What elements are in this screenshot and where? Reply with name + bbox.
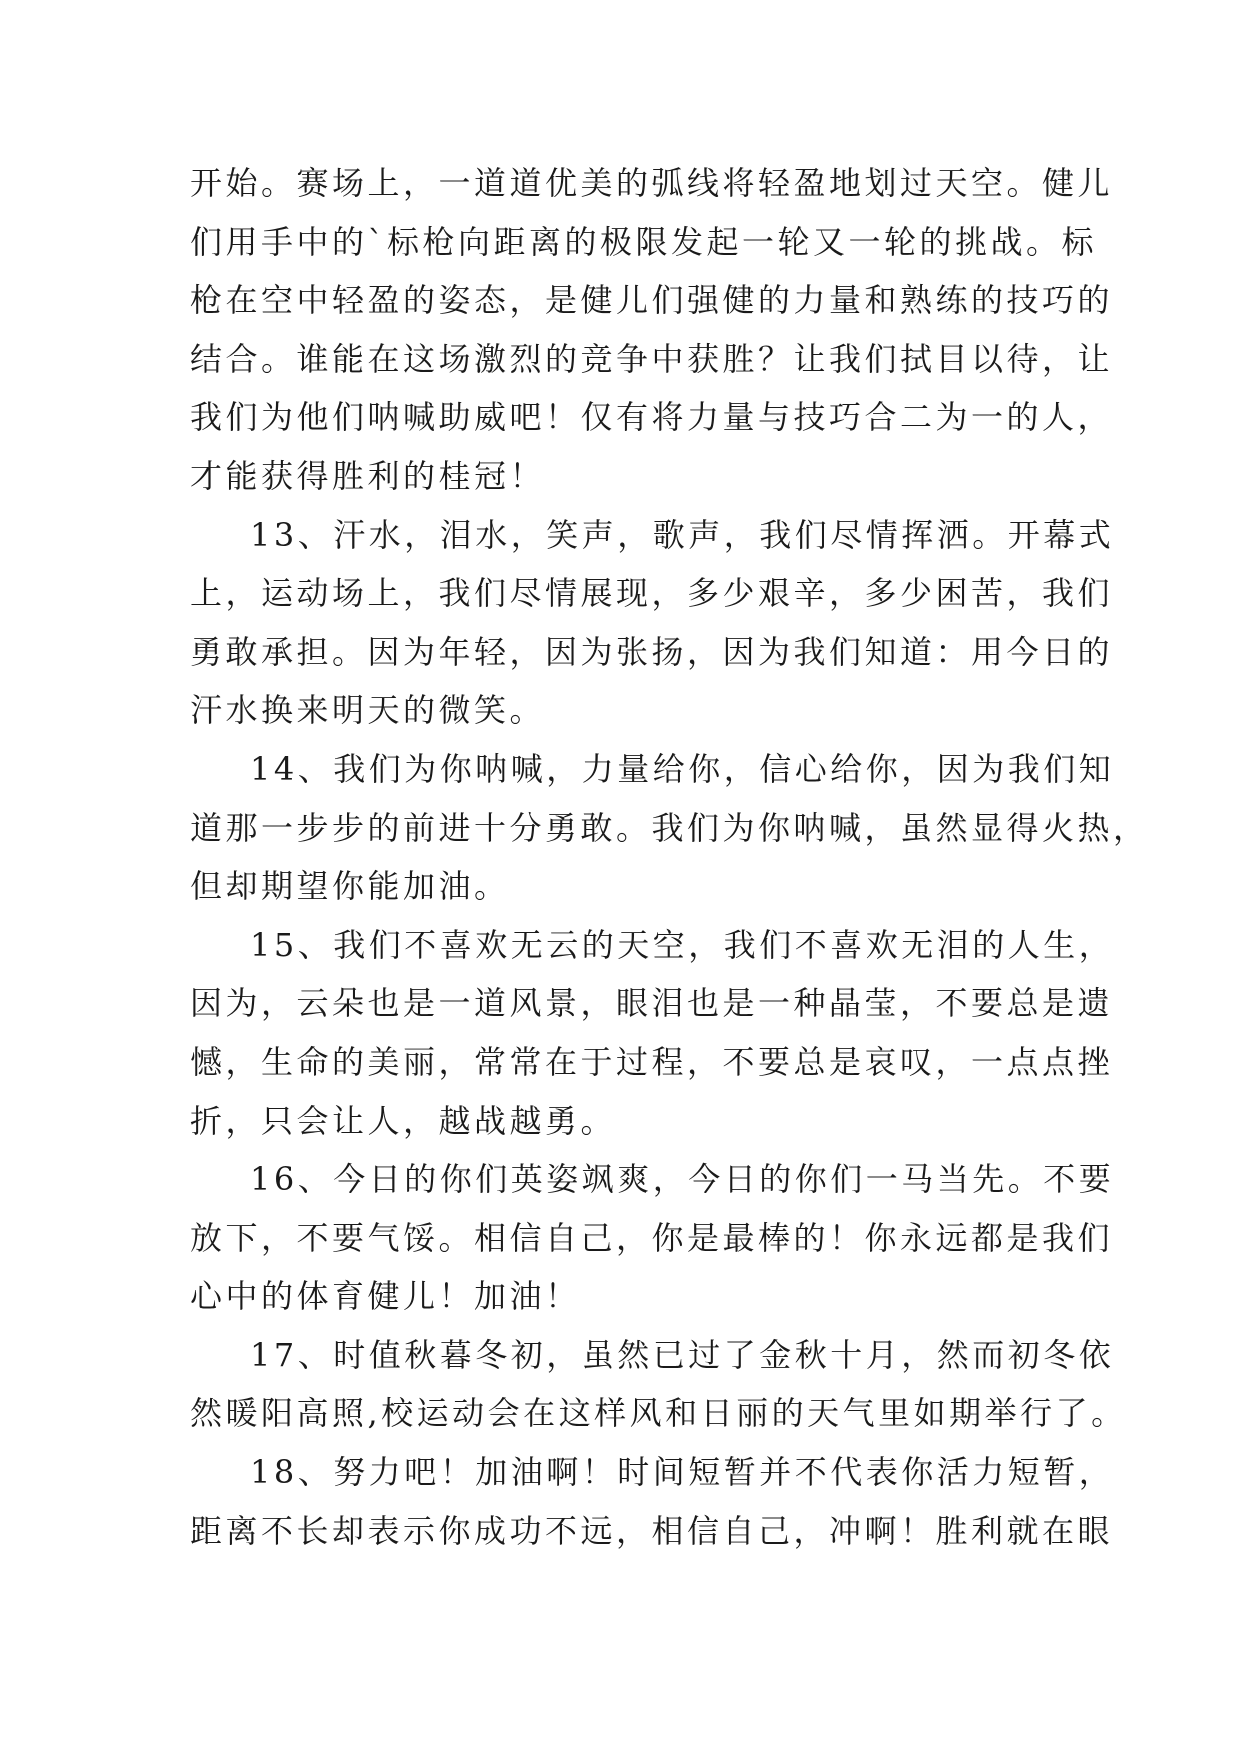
text-line: 17、时值秋暮冬初，虽然已过了金秋十月，然而初冬依 xyxy=(250,1335,1115,1374)
text-line: 13、汗水，泪水，笑声，歌声，我们尽情挥洒。开幕式 xyxy=(250,515,1115,554)
text-line: 们用手中的`标枪向距离的极限发起一轮又一轮的挑战。标 xyxy=(190,222,1098,261)
paragraph-continuation xyxy=(190,154,1114,506)
text-line: 勇敢承担。因为年轻，因为张扬，因为我们知道：用今日的 xyxy=(190,632,1114,671)
text-line: 道那一步步的前进十分勇敢。我们为你呐喊，虽然显得火热， xyxy=(190,808,1149,847)
text-line: 15、我们不喜欢无云的天空，我们不喜欢无泪的人生， xyxy=(250,925,1115,964)
document-body xyxy=(190,154,1149,1560)
text-line: 汗水换来明天的微笑。 xyxy=(190,691,546,730)
text-line: 但却期望你能加油。 xyxy=(190,867,510,906)
paragraph-15 xyxy=(190,916,1115,1150)
text-line: 憾，生命的美丽，常常在于过程，不要总是哀叹，一点点挫 xyxy=(190,1042,1114,1081)
text-line: 18、努力吧！加油啊！时间短暂并不代表你活力短暂， xyxy=(250,1453,1115,1492)
text-line: 开始。赛场上，一道道优美的弧线将轻盈地划过天空。健儿 xyxy=(190,164,1114,202)
text-line: 上，运动场上，我们尽情展现，多少艰辛，多少困苦，我们 xyxy=(190,574,1114,613)
paragraph-18 xyxy=(190,1443,1115,1560)
text-line: 我们为他们呐喊助威吧！仅有将力量与技巧合二为一的人， xyxy=(190,398,1114,437)
paragraph-17 xyxy=(190,1326,1127,1443)
text-line: 然暖阳高照,校运动会在这样风和日丽的天气里如期举行了。 xyxy=(190,1394,1127,1433)
text-line: 放下，不要气馁。相信自己，你是最棒的！你永远都是我们 xyxy=(190,1218,1114,1257)
text-line: 枪在空中轻盈的姿态，是健儿们强健的力量和熟练的技巧的 xyxy=(190,281,1114,320)
paragraph-14 xyxy=(190,740,1149,916)
text-line: 才能获得胜利的桂冠！ xyxy=(190,456,546,495)
paragraph-13 xyxy=(190,506,1115,740)
text-line: 结合。谁能在这场激烈的竞争中获胜？让我们拭目以待，让 xyxy=(190,339,1114,378)
text-line: 心中的体育健儿！加油！ xyxy=(190,1277,581,1316)
paragraph-16 xyxy=(190,1150,1115,1326)
text-line: 折，只会让人，越战越勇。 xyxy=(190,1101,617,1140)
text-line: 因为，云朵也是一道风景，眼泪也是一种晶莹，不要总是遗 xyxy=(190,984,1114,1023)
text-line: 14、我们为你呐喊，力量给你，信心给你，因为我们知 xyxy=(250,749,1115,788)
text-line: 16、今日的你们英姿飒爽，今日的你们一马当先。不要 xyxy=(250,1160,1115,1199)
text-line: 距离不长却表示你成功不远，相信自己，冲啊！胜利就在眼 xyxy=(190,1511,1114,1550)
